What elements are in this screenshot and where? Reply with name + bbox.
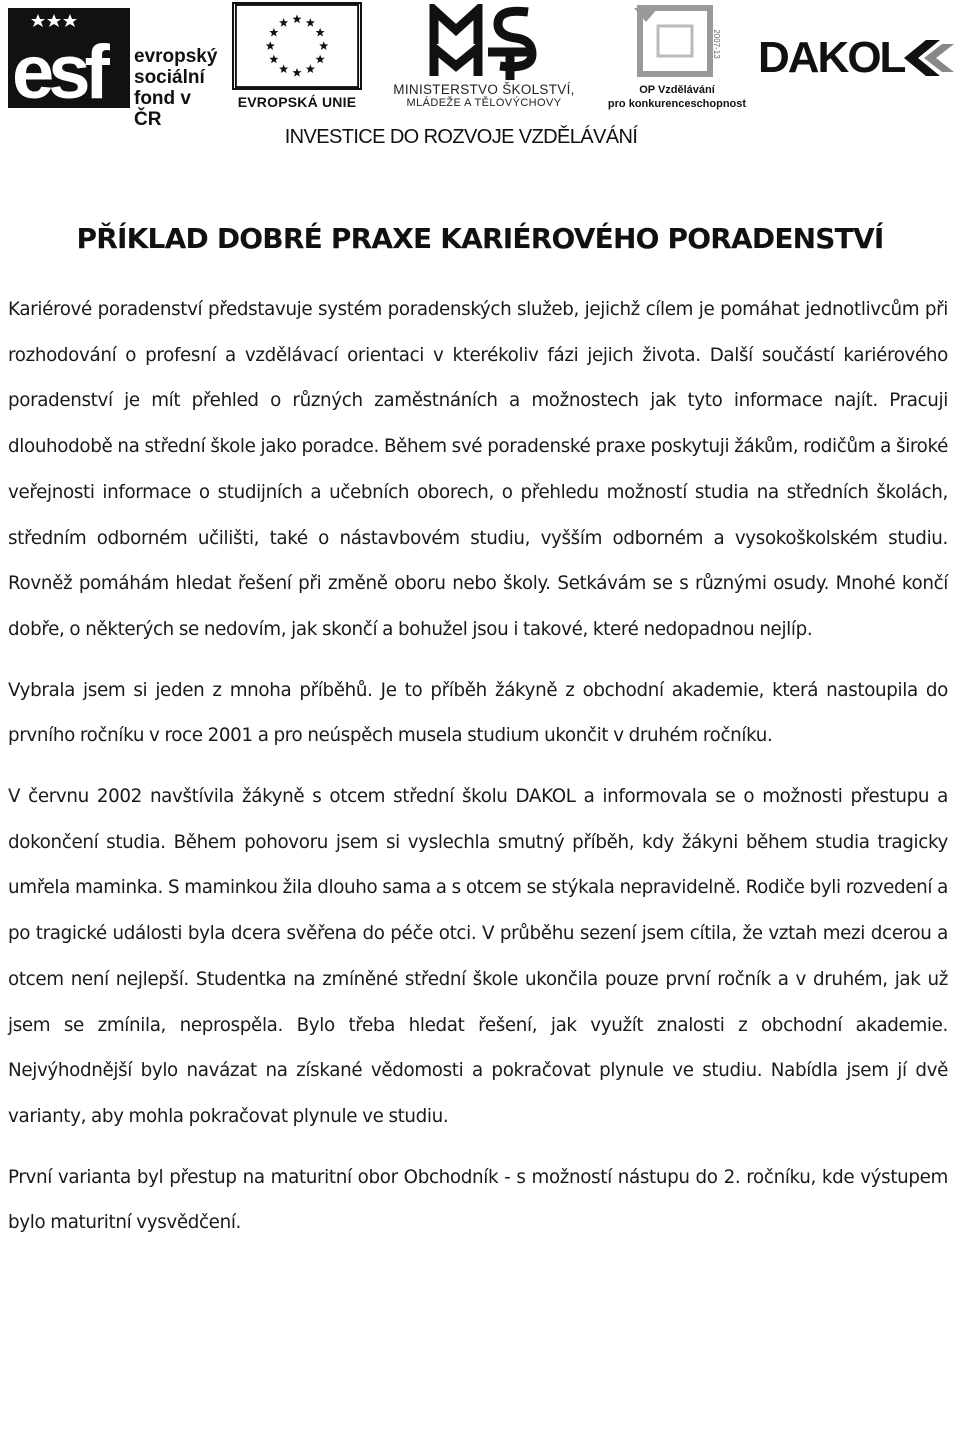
esf-line: fond v ČR — [134, 88, 191, 130]
eu-logo — [232, 2, 362, 110]
msmt-line: MINISTERSTVO ŠKOLSTVÍ, — [393, 82, 575, 97]
op-emblem-icon — [632, 4, 722, 82]
eu-caption: EVROPSKÁ UNIE — [237, 94, 357, 110]
document-body — [8, 287, 948, 1246]
esf-letters: esf — [12, 30, 104, 108]
esf-logo — [8, 8, 223, 130]
document-title: PŘÍKLAD DOBRÉ PRAXE KARIÉROVÉHO PORADENSTVÍ — [76, 222, 884, 255]
op-badge-text: 2007-13 — [712, 29, 721, 59]
paragraph: V červnu 2002 navštívila žákyně s otcem střední školu DAKOL a informovala se o možnosti přestupu a dokončení studia. Během pohovoru jsem si vyslechla smutný příběh, kdy žákyni během studia tragicky umřela maminka. S maminkou žila dlouho sama a s otcem se stýkala nepravidelně. Rodiče byli rozvedení a po tragické události byla dcera svěřena do péče otci. V průběhu sezení jsem cítila, že vztah mezi dcerou a otcem není nejlepší. Studentka na zmíněné střední škole ukončila pouze první ročník a v druhém, jak už jsem se zmínila, neprospěla. Bylo třeba hledat řešení, jak využít znalosti z obchodní akademie. Nejvýhodnější bylo navázat na získané vědomosti a pokračovat plynule ve studiu. Nabídla jsem jí dvě varianty, aby mohla pokračovat plynule ve studiu. — [8, 786, 948, 1127]
msmt-emblem-icon — [428, 4, 538, 82]
paragraph: První varianta byl přestup na maturitní obor Obchodník - s možností nástupu do 2. ročníku, kde výstupem bylo maturitní vysvědčení. — [8, 1166, 948, 1234]
msmt-logo — [372, 4, 596, 108]
msmt-line: MLÁDEŽE A TĚLOVÝCHOVY — [406, 97, 562, 109]
esf-logo-mark — [8, 8, 130, 108]
paragraph: Kariérové poradenství představuje systém poradenských služeb, jejichž cílem je pomáhat jednotlivcům při rozhodování o profesní a vzdělávací orientaci v kterékoliv fázi jejich života. Další součástí kariérového poradenství je mít přehled o různých zaměstnáních a možnostech jak tyto informace najít. Pracuji dlouhodobě na střední škole jako poradce. Během své poradenské praxe poskytuji žákům, rodičům a široké veřejnosti informace o studijních a učebních oborech, o přehledu možností studia na středních školách, středním odborném učilišti, také o nástavbovém studiu, vyšším odborném a vysokoškolském studiu. Rovněž pomáhám hledat řešení při změně oboru nebo školy. Setkávám se s různými osudy. Mnohé končí dobře, o některých se nedovím, jak skončí a bohužel jsou i takové, které nedopadnou nejlíp. — [8, 299, 948, 640]
eu-flag-icon — [232, 2, 362, 90]
dakol-wordmark: DAKOL — [758, 33, 905, 82]
dakol-logo — [758, 32, 956, 82]
header-tagline: INVESTICE DO ROZVOJE VZDĚLÁVÁNÍ — [284, 126, 638, 148]
paragraph: Vybrala jsem si jeden z mnoha příběhů. Je to příběh žákyně z obchodní akademie, která nastoupila do prvního ročníku v roce 2001 a pro neúspěch musela studium ukončit v druhém ročníku. — [8, 679, 948, 747]
esf-line: sociální — [134, 67, 205, 88]
esf-line: evropský — [134, 46, 218, 67]
op-line: pro konkurenceschopnost — [607, 98, 747, 110]
esf-wordmark — [134, 46, 223, 130]
op-logo — [602, 4, 752, 110]
op-line: OP Vzdělávání — [639, 84, 715, 96]
logo-header — [0, 0, 960, 160]
